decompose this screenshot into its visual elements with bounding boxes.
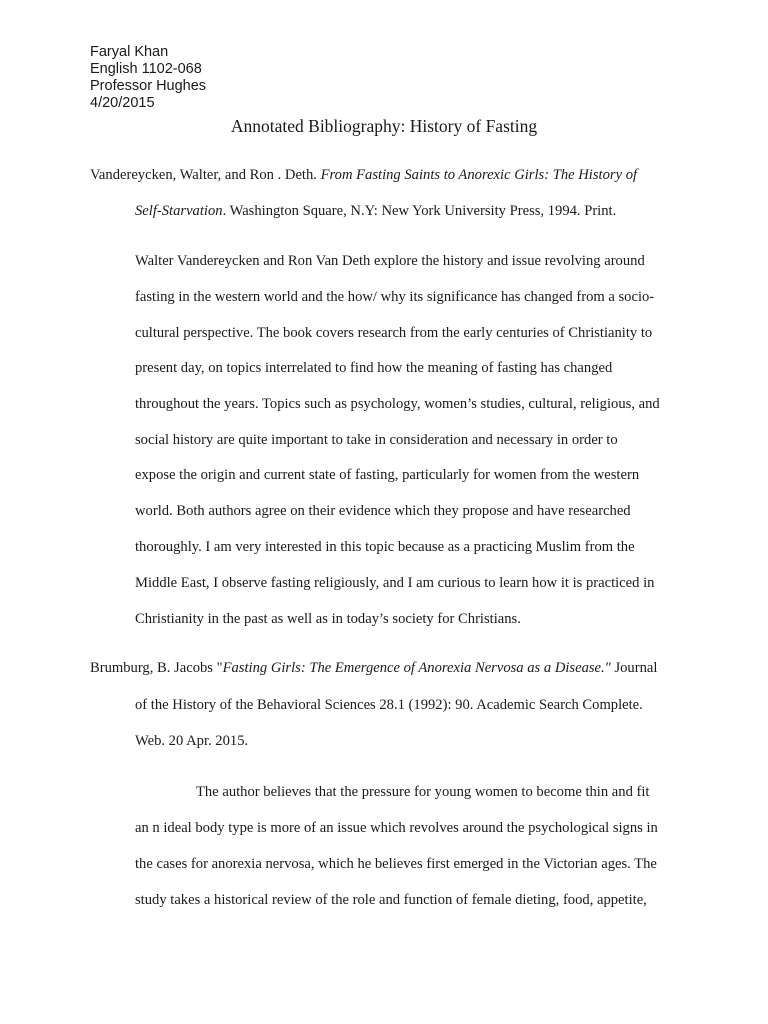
citation-1-line-1 — [90, 166, 637, 184]
document-header — [90, 44, 206, 112]
annotation-1-line: thoroughly. I am very interested in this topic because as a practicing Muslim from the — [135, 539, 635, 555]
annotation-1-line: social history are quite important to take in consideration and necessary in order to — [135, 432, 618, 448]
annotation-2-line: the cases for anorexia nervosa, which he believes first emerged in the Victorian ages. The — [135, 856, 657, 872]
citation-2-line-1 — [90, 659, 657, 677]
annotation-1-line: cultural perspective. The book covers research from the early centuries of Christianity to — [135, 325, 653, 341]
annotation-1-line: Walter Vandereycken and Ron Van Deth explore the history and issue revolving around — [135, 253, 645, 269]
professor-name: Professor Hughes — [90, 78, 207, 94]
citation-1-title: From Fasting Saints to Anorexic Girls: The History of — [320, 167, 638, 183]
citation-2-line-3: Web. 20 Apr. 2015. — [135, 733, 249, 749]
citation-1-line-2 — [135, 202, 616, 220]
page-title: Annotated Bibliography: History of Fasting — [230, 116, 538, 136]
citation-1-publisher: . Washington Square, N.Y: New York University Press, 1994. Print. — [222, 203, 617, 219]
citation-2-journal: Journal — [610, 660, 658, 676]
annotation-1-line: fasting in the western world and the how/ why its significance has changed from a socio- — [135, 289, 655, 305]
course-number: English 1102-068 — [90, 61, 202, 77]
annotation-1-line: expose the origin and current state of fasting, particularly for women from the western — [135, 467, 640, 483]
citation-2-author: Brumburg, B. Jacobs " — [90, 660, 223, 676]
annotation-2-line: The author believes that the pressure for young women to become thin and fit — [196, 784, 650, 800]
annotation-1-line: throughout the years. Topics such as psychology, women’s studies, cultural, religious, and — [135, 396, 660, 412]
citation-1-title-cont: Self-Starvation — [135, 203, 223, 219]
citation-2-title: Fasting Girls: The Emergence of Anorexia Nervosa as a Disease." — [222, 660, 611, 676]
annotation-2-line: study takes a historical review of the role and function of female dieting, food, appetite, — [135, 892, 647, 908]
annotation-1-line: Christianity in the past as well as in today’s society for Christians. — [135, 611, 521, 627]
document-date: 4/20/2015 — [90, 95, 155, 111]
citation-2-line-2: of the History of the Behavioral Sciences 28.1 (1992): 90. Academic Search Complete. — [135, 697, 643, 713]
annotation-1-line: Middle East, I observe fasting religiously, and I am curious to learn how it is practiced in — [135, 575, 655, 591]
annotation-2-line: an n ideal body type is more of an issue which revolves around the psychological signs in — [135, 820, 658, 836]
author-name: Faryal Khan — [90, 44, 169, 60]
citation-1-authors: Vandereycken, Walter, and Ron . Deth. — [90, 167, 321, 183]
annotation-1-line: world. Both authors agree on their evidence which they propose and have researched — [135, 503, 631, 519]
annotation-1-line: present day, on topics interrelated to find how the meaning of fasting has changed — [135, 360, 613, 376]
